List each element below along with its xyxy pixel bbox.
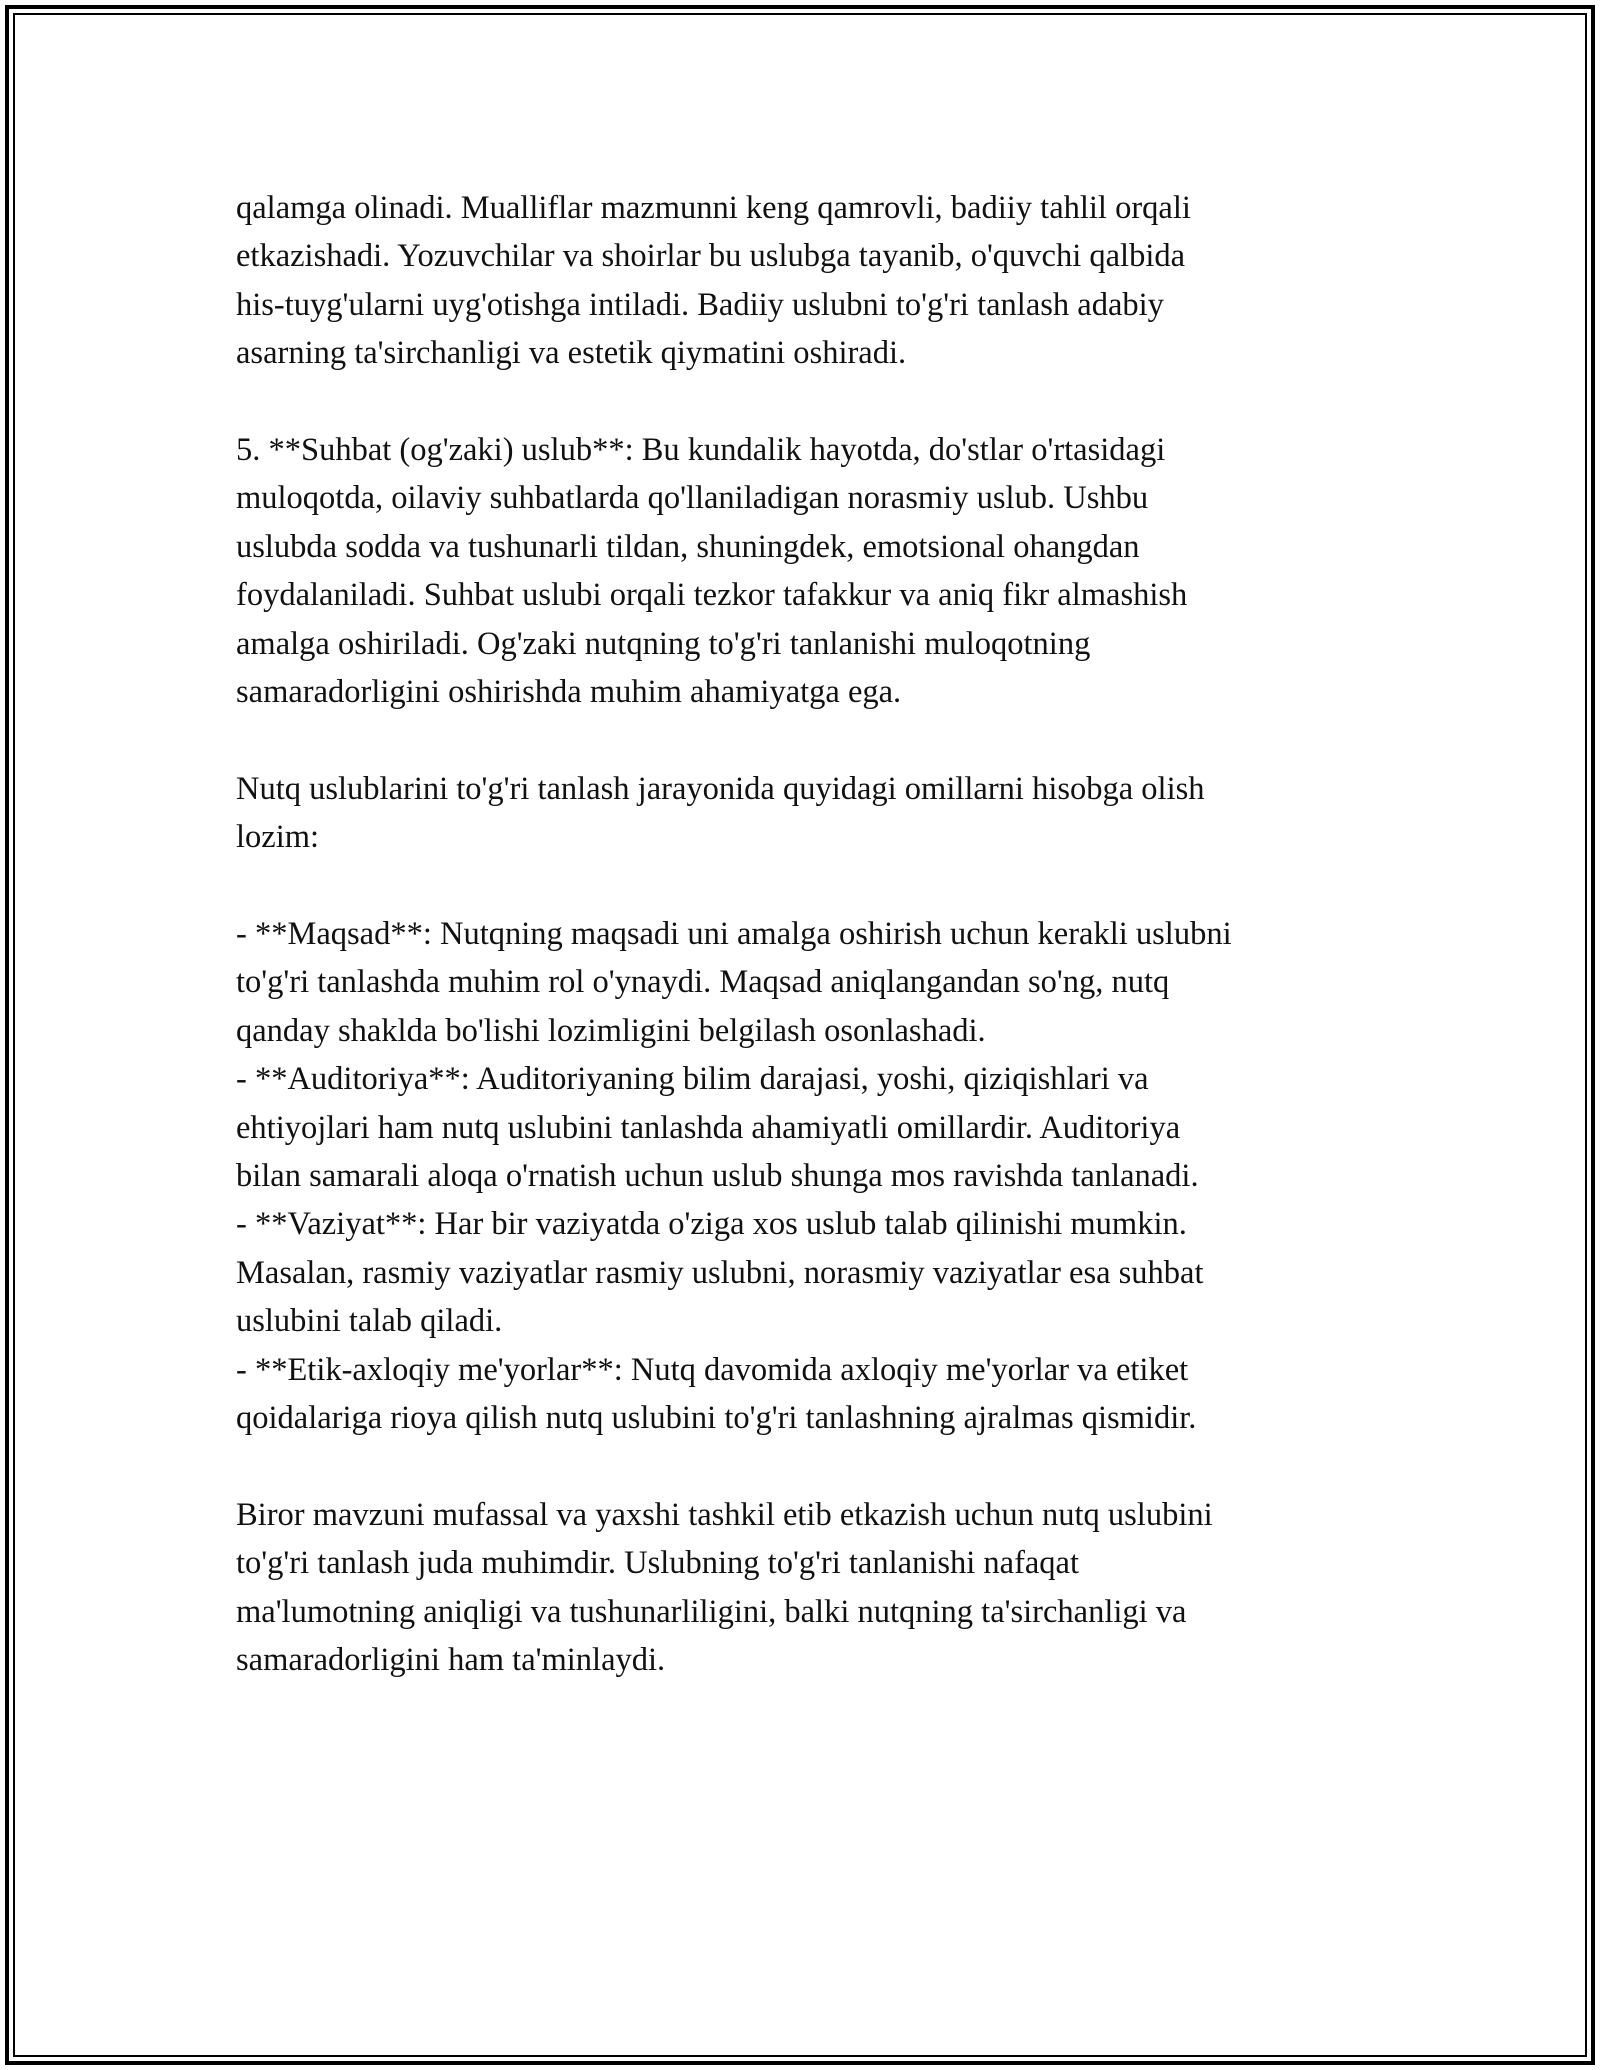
text-line: qanday shaklda bo'lishi lozimligini belgilash osonlashadi. bbox=[236, 1012, 986, 1049]
text-line: bilan samarali aloqa o'rnatish uchun uslub shunga mos ravishda tanlanadi. bbox=[236, 1158, 1199, 1195]
paragraph-spacer bbox=[236, 1443, 1386, 1491]
text-line: ma'lumotning aniqligi va tushunarliligini, balki nutqning ta'sirchanligi va bbox=[236, 1593, 1187, 1630]
text-line: to'g'ri tanlash juda muhimdir. Uslubning to'g'ri tanlanishi nafaqat bbox=[236, 1545, 1080, 1582]
text-line: to'g'ri tanlashda muhim rol o'ynaydi. Maqsad aniqlangandan so'ng, nutq bbox=[236, 964, 1170, 1001]
paragraph-spacer bbox=[236, 378, 1386, 426]
text-line: etkazishadi. Yozuvchilar va shoirlar bu uslubga tayanib, o'quvchi qalbida bbox=[236, 238, 1186, 275]
paragraph-factors-intro bbox=[236, 765, 1386, 862]
paragraph-badiiy-uslub-conclusion bbox=[236, 184, 1386, 378]
text-line: uslubda sodda va tushunarli tildan, shuningdek, emotsional ohangdan bbox=[236, 528, 1140, 565]
text-line: ehtiyojlari ham nutq uslubini tanlashda ahamiyatli omillardir. Auditoriya bbox=[236, 1109, 1181, 1146]
list-item-maqsad-line: - **Maqsad**: Nutqning maqsadi uni amalga oshirish uchun kerakli uslubni bbox=[236, 916, 1232, 953]
text-line: foydalaniladi. Suhbat uslubi orqali tezkor tafakkur va aniq fikr almashish bbox=[236, 577, 1188, 614]
factors-list bbox=[236, 910, 1386, 1442]
text-line: asarning ta'sirchanligi va estetik qiymatini oshiradi. bbox=[236, 335, 907, 372]
text-line: qoidalariga rioya qilish nutq uslubini to'g'ri tanlashning ajralmas qismidir. bbox=[236, 1400, 1197, 1437]
text-line: samaradorligini ham ta'minlaydi. bbox=[236, 1642, 666, 1679]
list-item-auditoriya-line: - **Auditoriya**: Auditoriyaning bilim darajasi, yoshi, qiziqishlari va bbox=[236, 1061, 1149, 1098]
text-line: amalga oshiriladi. Og'zaki nutqning to'g'ri tanlanishi muloqotning bbox=[236, 625, 1091, 662]
paragraph-suhbat-uslub bbox=[236, 426, 1386, 716]
text-line: his-tuyg'ularni uyg'otishga intiladi. Badiiy uslubni to'g'ri tanlash adabiy bbox=[236, 286, 1164, 323]
paragraph-spacer bbox=[236, 862, 1386, 910]
text-line: muloqotda, oilaviy suhbatlarda qo'llaniladigan norasmiy uslub. Ushbu bbox=[236, 480, 1149, 517]
text-line: Nutq uslublarini to'g'ri tanlash jarayonida quyidagi omillarni hisobga olish bbox=[236, 770, 1205, 807]
text-line: samaradorligini oshirishda muhim ahamiyatga ega. bbox=[236, 674, 902, 711]
text-line: qalamga olinadi. Mualliflar mazmunni keng qamrovli, badiiy tahlil orqali bbox=[236, 190, 1191, 226]
list-item-vaziyat-line: - **Vaziyat**: Har bir vaziyatda o'ziga xos uslub talab qilinishi mumkin. bbox=[236, 1206, 1187, 1243]
text-line: Biror mavzuni mufassal va yaxshi tashkil etib etkazish uchun nutq uslubini bbox=[236, 1496, 1213, 1533]
paragraph-conclusion bbox=[236, 1491, 1386, 1685]
document-body bbox=[236, 184, 1386, 1685]
text-line: lozim: bbox=[236, 819, 320, 856]
paragraph-spacer bbox=[236, 716, 1386, 764]
text-line: uslubini talab qiladi. bbox=[236, 1303, 503, 1340]
text-line: 5. **Suhbat (og'zaki) uslub**: Bu kundalik hayotda, do'stlar o'rtasidagi bbox=[236, 432, 1166, 469]
text-line: Masalan, rasmiy vaziyatlar rasmiy uslubni, norasmiy vaziyatlar esa suhbat bbox=[236, 1254, 1204, 1291]
list-item-etik-line: - **Etik-axloqiy me'yorlar**: Nutq davomida axloqiy me'yorlar va etiket bbox=[236, 1351, 1189, 1388]
